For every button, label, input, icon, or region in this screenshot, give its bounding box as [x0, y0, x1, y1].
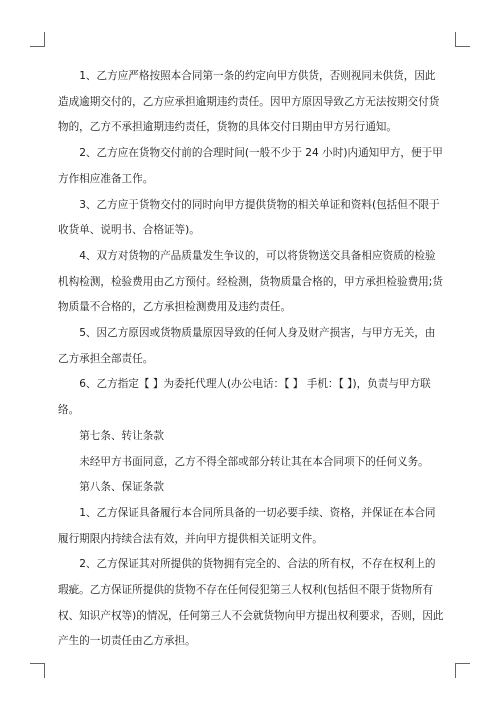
clause-damage-liability: 5、因乙方原因或货物质量原因导致的任何人身及财产损害，与甲方无关，由乙方承担全部责任。 — [58, 327, 436, 365]
crop-mark-top-left — [30, 32, 45, 47]
clause-qualification: 1、乙方保证具备履行本合同所具备的一切必要手续、资格，并保证在本合同履行期限内持续合法有效，并向甲方提供相关证明文件。 — [58, 506, 436, 545]
crop-mark-bottom-left — [30, 663, 45, 678]
clause-ownership: 2、乙方保证其对所提供的货物拥有完全的、合法的所有权，不存在权利上的瑕疵。乙方保证所提供的货物不存在任何侵犯第三人权利(包括但不限于货物所有权、知识产权等)的情况，任何第三人不会就货物向甲方提出权利要求，否则，因此产生的一切责任由乙方承担。 — [58, 558, 444, 648]
clause-advance-notice: 2、乙方应在货物交付前的合理时间(一般不少于 24 小时)内通知甲方，便于甲方作相应准备工作。 — [58, 147, 443, 185]
section-heading-transfer: 第七条、转让条款 — [79, 429, 164, 442]
clause-agent: 6、乙方指定【 】为委托代理人(办公电话：【 】 手机：【 】)，负责与甲方联络。 — [58, 378, 431, 417]
clause-documents: 3、乙方应于货物交付的同时向甲方提供货物的相关单证和资料(包括但不限于收货单、说明书、合格证等)。 — [58, 198, 440, 237]
section-heading-warranty: 第八条、保证条款 — [79, 481, 164, 494]
crop-mark-top-right — [455, 32, 470, 47]
clause-quality-dispute: 4、双方对货物的产品质量发生争议的，可以将货物送交具备相应资质的检验机构检测，检验费用由乙方预付。经检测，货物质量合格的，甲方承担检验费用;货物质量不合格的，乙方承担检测费用及违约责任。 — [58, 249, 443, 314]
crop-mark-bottom-right — [455, 663, 470, 678]
contract-body — [58, 64, 446, 655]
clause-delivery-delay: 1、乙方应严格按照本合同第一条的约定向甲方供货，否则视同未供货，因此造成逾期交付的，乙方应承担逾期违约责任。因甲方原因导致乙方无法按期交付货物的，乙方不承担逾期违约责任，货物的具体交付日期由甲方另行通知。 — [58, 70, 440, 134]
clause-transfer: 未经甲方书面同意，乙方不得全部或部分转让其在本合同项下的任何义务。 — [79, 455, 429, 468]
